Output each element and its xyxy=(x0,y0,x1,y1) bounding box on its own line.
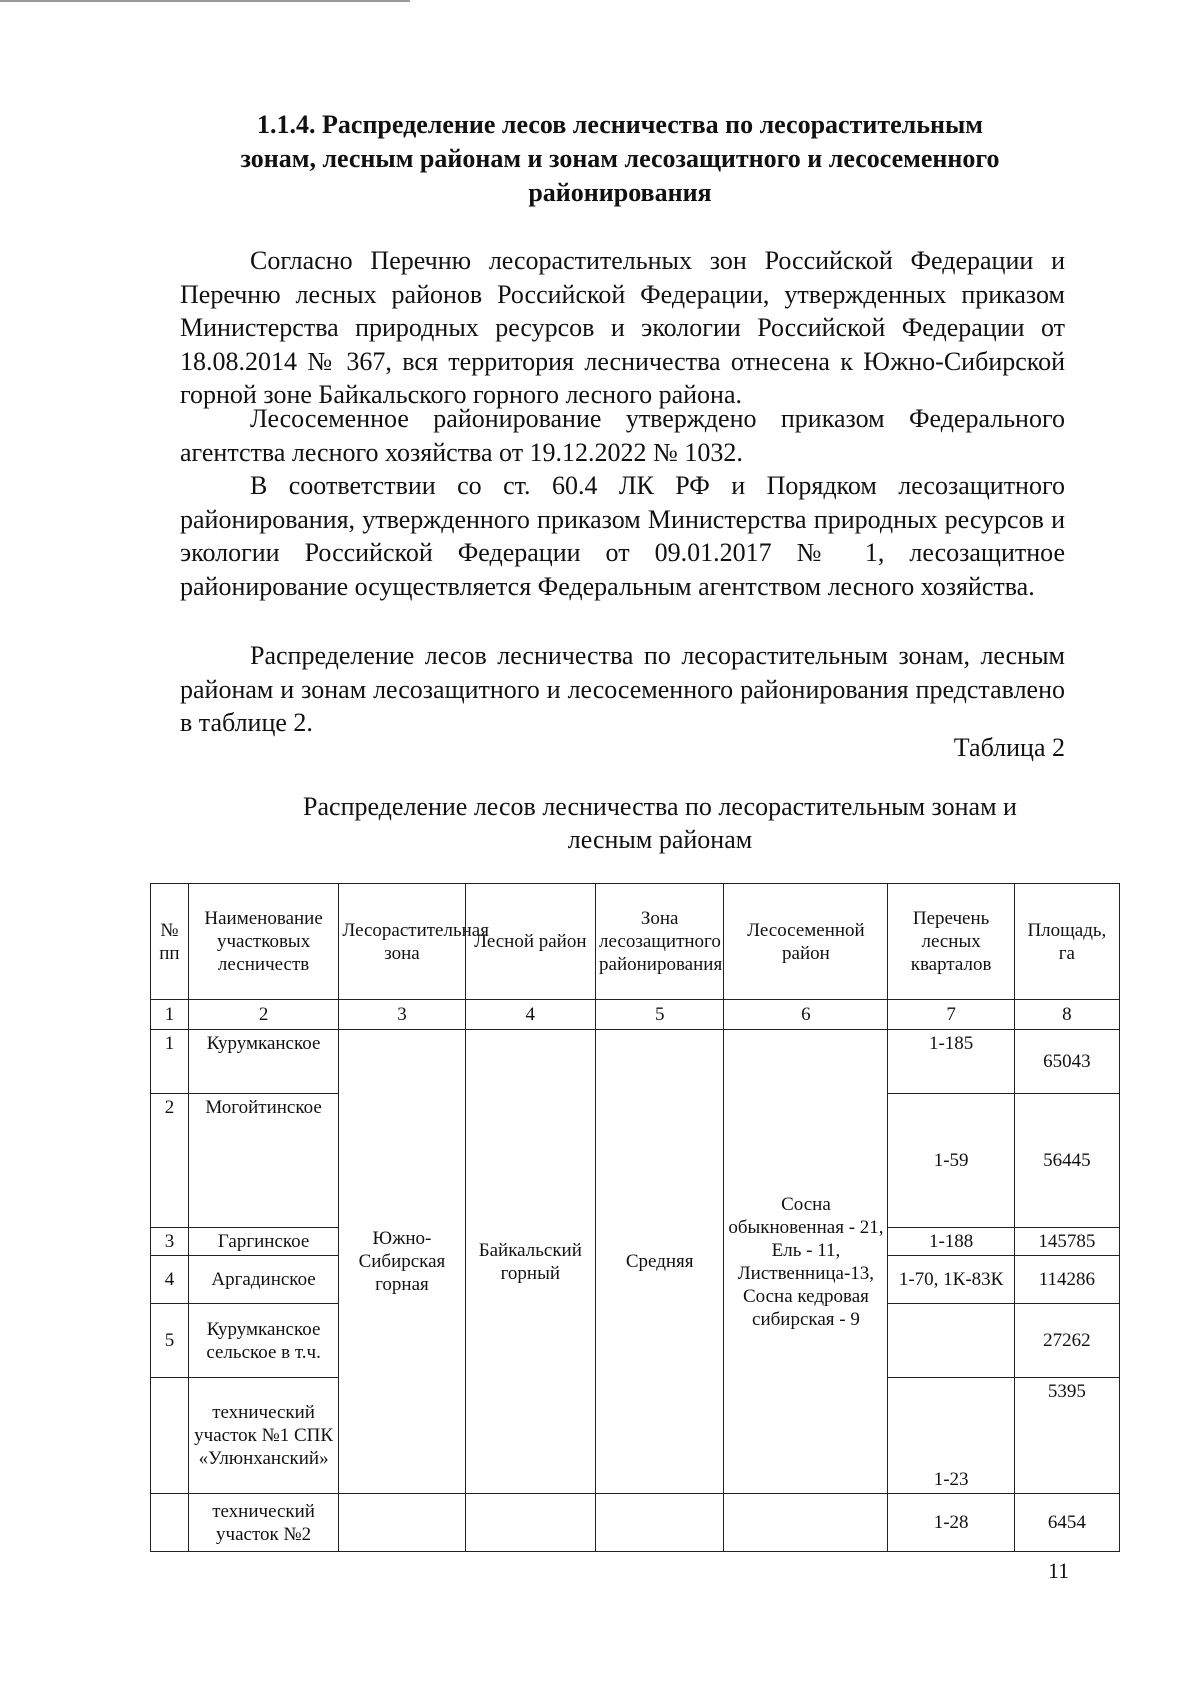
row-number: 2 xyxy=(151,1094,189,1228)
header-district: Лесной район xyxy=(465,884,595,1000)
area-cell: 27262 xyxy=(1014,1304,1119,1378)
row-number: 5 xyxy=(151,1304,189,1378)
area-cell: 5395 xyxy=(1014,1378,1119,1494)
column-number: 1 xyxy=(151,1000,189,1030)
table-row xyxy=(151,1030,1120,1094)
heading-line-3: районирования xyxy=(528,178,712,207)
merged-zone-cell: Южно-Сибирская горная xyxy=(339,1030,465,1494)
heading-line-2: зонам, лесным районам и зонам лесозащитного и лесосеменного xyxy=(240,144,1000,173)
area-cell: 56445 xyxy=(1014,1094,1119,1228)
forestry-name: Аргадинское xyxy=(188,1256,338,1304)
heading-line-1: 1.1.4. Распределение лесов лесничества по лесорастительным xyxy=(257,110,983,139)
scan-edge-line xyxy=(0,0,410,2)
column-number: 2 xyxy=(188,1000,338,1030)
column-number: 5 xyxy=(596,1000,724,1030)
column-number: 7 xyxy=(888,1000,1014,1030)
table-caption-line-2: лесным районам xyxy=(567,825,753,854)
header-quarters: Перечень лесных кварталов xyxy=(888,884,1014,1000)
merged-seed-district-cell: Сосна обыкновенная - 21, Ель - 11, Лиственница-13, Сосна кедровая сибирская - 9 xyxy=(724,1030,888,1494)
empty-cell xyxy=(339,1494,465,1552)
header-zone: Лесорастительная зона xyxy=(339,884,465,1000)
table-caption-line-1: Распределение лесов лесничества по лесорастительным зонам и xyxy=(303,792,1017,821)
paragraph-distribution: Распределение лесов лесничества по лесорастительным зонам, лесным районам и зонам лесозащитного и лесосеменного районирования представлено в таблице 2. xyxy=(180,641,1065,737)
header-number: № пп xyxy=(151,884,189,1000)
row-number xyxy=(151,1378,189,1494)
column-number: 3 xyxy=(339,1000,465,1030)
forestry-name: Гаргинское xyxy=(188,1228,338,1256)
empty-cell xyxy=(465,1494,595,1552)
forestry-name: Курумканское xyxy=(188,1030,338,1094)
header-area: Площадь, га xyxy=(1014,884,1119,1000)
forestry-name: Курумканское сельское в т.ч. xyxy=(188,1304,338,1378)
quarters-cell: 1-59 xyxy=(888,1094,1014,1228)
empty-cell xyxy=(596,1494,724,1552)
quarters-cell: 1-185 xyxy=(888,1030,1014,1094)
section-heading xyxy=(190,108,1050,210)
forestry-name: технический участок №2 xyxy=(188,1494,338,1552)
table-reference: Таблица 2 xyxy=(953,733,1065,762)
merged-protection-zone-cell: Средняя xyxy=(596,1030,724,1494)
column-number: 6 xyxy=(724,1000,888,1030)
quarters-cell xyxy=(888,1304,1014,1378)
paragraph-seed-zoning: Лесосеменное районирование утверждено приказом Федерального агентства лесного хозяйства от 19.12.2022 № 1032. xyxy=(180,404,1065,467)
row-number: 4 xyxy=(151,1256,189,1304)
paragraph-protection-zoning: В соответствии со ст. 60.4 ЛК РФ и Порядком лесозащитного районирования, утвержденного приказом Министерства природных ресурсов и экологии Российской Федерации от 09.01.2017 № 1, лесозащитное районирование осуществляется Федеральным агентством лесного хозяйства. xyxy=(180,471,1065,601)
quarters-cell: 1-188 xyxy=(888,1228,1014,1256)
column-number: 4 xyxy=(465,1000,595,1030)
header-seed-district: Лесосеменной район xyxy=(724,884,888,1000)
header-name: Наименование участковых лесничеств xyxy=(188,884,338,1000)
header-protection-zone: Зона лесозащитного районирования xyxy=(596,884,724,1000)
area-cell: 145785 xyxy=(1014,1228,1119,1256)
forest-distribution-table xyxy=(150,883,1120,1552)
quarters-cell: 1-28 xyxy=(888,1494,1014,1552)
table-header-row xyxy=(151,884,1120,1000)
area-cell: 114286 xyxy=(1014,1256,1119,1304)
table-caption xyxy=(260,790,1060,856)
paragraph-zones: Согласно Перечню лесорастительных зон Российской Федерации и Перечню лесных районов Российской Федерации, утвержденных приказом Министерства природных ресурсов и экологии Российской Федерации от 18.08.2014 № 367, вся территория лесничества отнесена к Южно-Сибирской горной зоне Байкальского горного лесного района. xyxy=(180,246,1065,409)
row-number xyxy=(151,1494,189,1552)
empty-cell xyxy=(724,1494,888,1552)
forestry-name: Могойтинское xyxy=(188,1094,338,1228)
forestry-name: технический участок №1 СПК «Улюнханский» xyxy=(188,1378,338,1494)
quarters-cell: 1-23 xyxy=(888,1378,1014,1494)
page-number: 11 xyxy=(1048,1558,1070,1583)
area-cell: 6454 xyxy=(1014,1494,1119,1552)
row-number: 3 xyxy=(151,1228,189,1256)
column-number: 8 xyxy=(1014,1000,1119,1030)
area-cell: 65043 xyxy=(1014,1030,1119,1094)
column-number-row xyxy=(151,1000,1120,1030)
merged-district-cell: Байкальский горный xyxy=(465,1030,595,1494)
quarters-cell: 1-70, 1К-83К xyxy=(888,1256,1014,1304)
table-row xyxy=(151,1494,1120,1552)
row-number: 1 xyxy=(151,1030,189,1094)
